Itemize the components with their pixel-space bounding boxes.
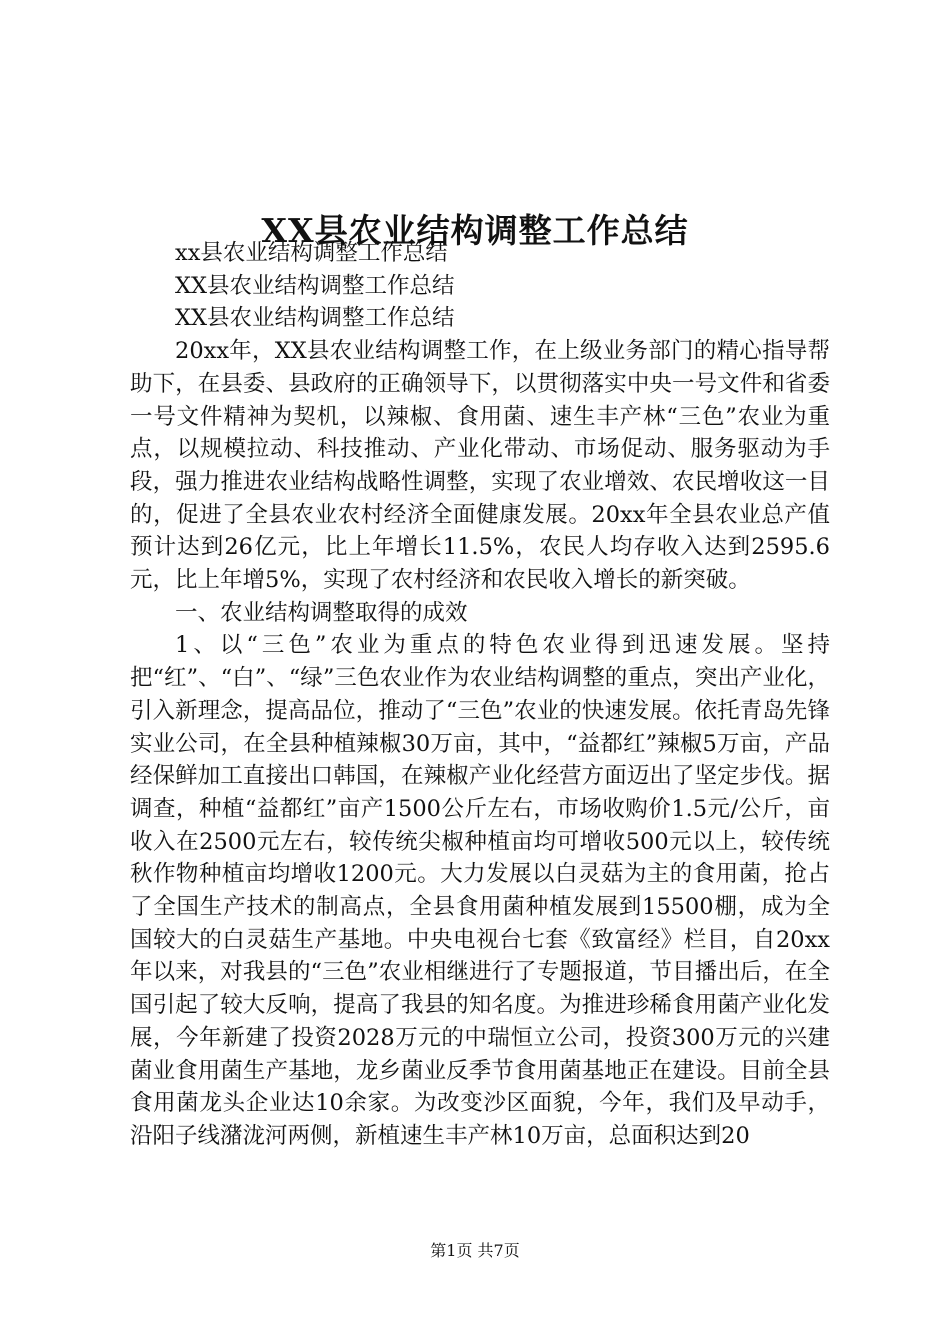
paragraph-subtitle-3: XX县农业结构调整工作总结 — [175, 305, 455, 332]
paragraph-body: 1、以“三色”农业为重点的特色农业得到迅速发展。坚持把“红”、“白”、“绿”三色农业作为农业结构调整的重点，突出产业化，引入新理念，提高品位，推动了“三色”农业的快速发展。依托青岛先锋实业公司，在全县种植辣椒30万亩，其中，“益都红”辣椒5万亩，产品经保鲜加工直接出口韩国，在辣椒产业化经营方面迈出了坚定步伐。据调查，种植“益都红”亩产1500公斤左右，市场收购价1.5元/公斤，亩收入在2500元左右，较传统尖椒种植亩均可增收500元以上，较传统秋作物种植亩均增收1200元。大力发展以白灵菇为主的食用菌，抢占了全国生产技术的制高点，全县食用菌种植发展到15500棚，成为全国较大的白灵菇生产基地。中央电视台七套《致富经》栏目，自20xx年以来，对我县的“三色”农业相继进行了专题报道，节目播出后，在全国引起了较大反响，提高了我县的知名度。为推进珍稀食用菌产业化发展，今年新建了投资2028万元的中瑞恒立公司，投资300万元的兴建菌业食用菌生产基地，龙乡菌业反季节食用菌基地正在建设。目前全县食用菌龙头企业达10余家。为改变沙区面貌，今年，我们及早动手，沿阳子线潴泷河两侧，新植速生丰产林10万亩，总面积达到20 — [130, 632, 830, 1149]
paragraph-subtitle-1: xx县农业结构调整工作总结 — [175, 240, 448, 266]
section-heading: 一、农业结构调整取得的成效 — [175, 599, 468, 626]
document-body — [130, 237, 830, 1153]
paragraph-subtitle-2: XX县农业结构调整工作总结 — [175, 272, 455, 299]
page-footer: 第1页 共7页 — [430, 1241, 520, 1260]
paragraph-intro: 20xx年，XX县农业结构调整工作，在上级业务部门的精心指导帮助下，在县委、县政府的正确领导下，以贯彻落实中央一号文件和省委一号文件精神为契机，以辣椒、食用菌、速生丰产林“三色”农业为重点，以规模拉动、科技推动、产业化带动、市场促动、服务驱动为手段，强力推进农业结构战略性调整，实现了农业增效、农民增收这一目的，促进了全县农业农村经济全面健康发展。20xx年全县农业总产值预计达到26亿元，比上年增长11.5%，农民人均存收入达到2595.6元，比上年增5%，实现了农村经济和农民收入增长的新突破。 — [130, 338, 830, 594]
document-title: XX县农业结构调整工作总结 — [261, 211, 689, 251]
